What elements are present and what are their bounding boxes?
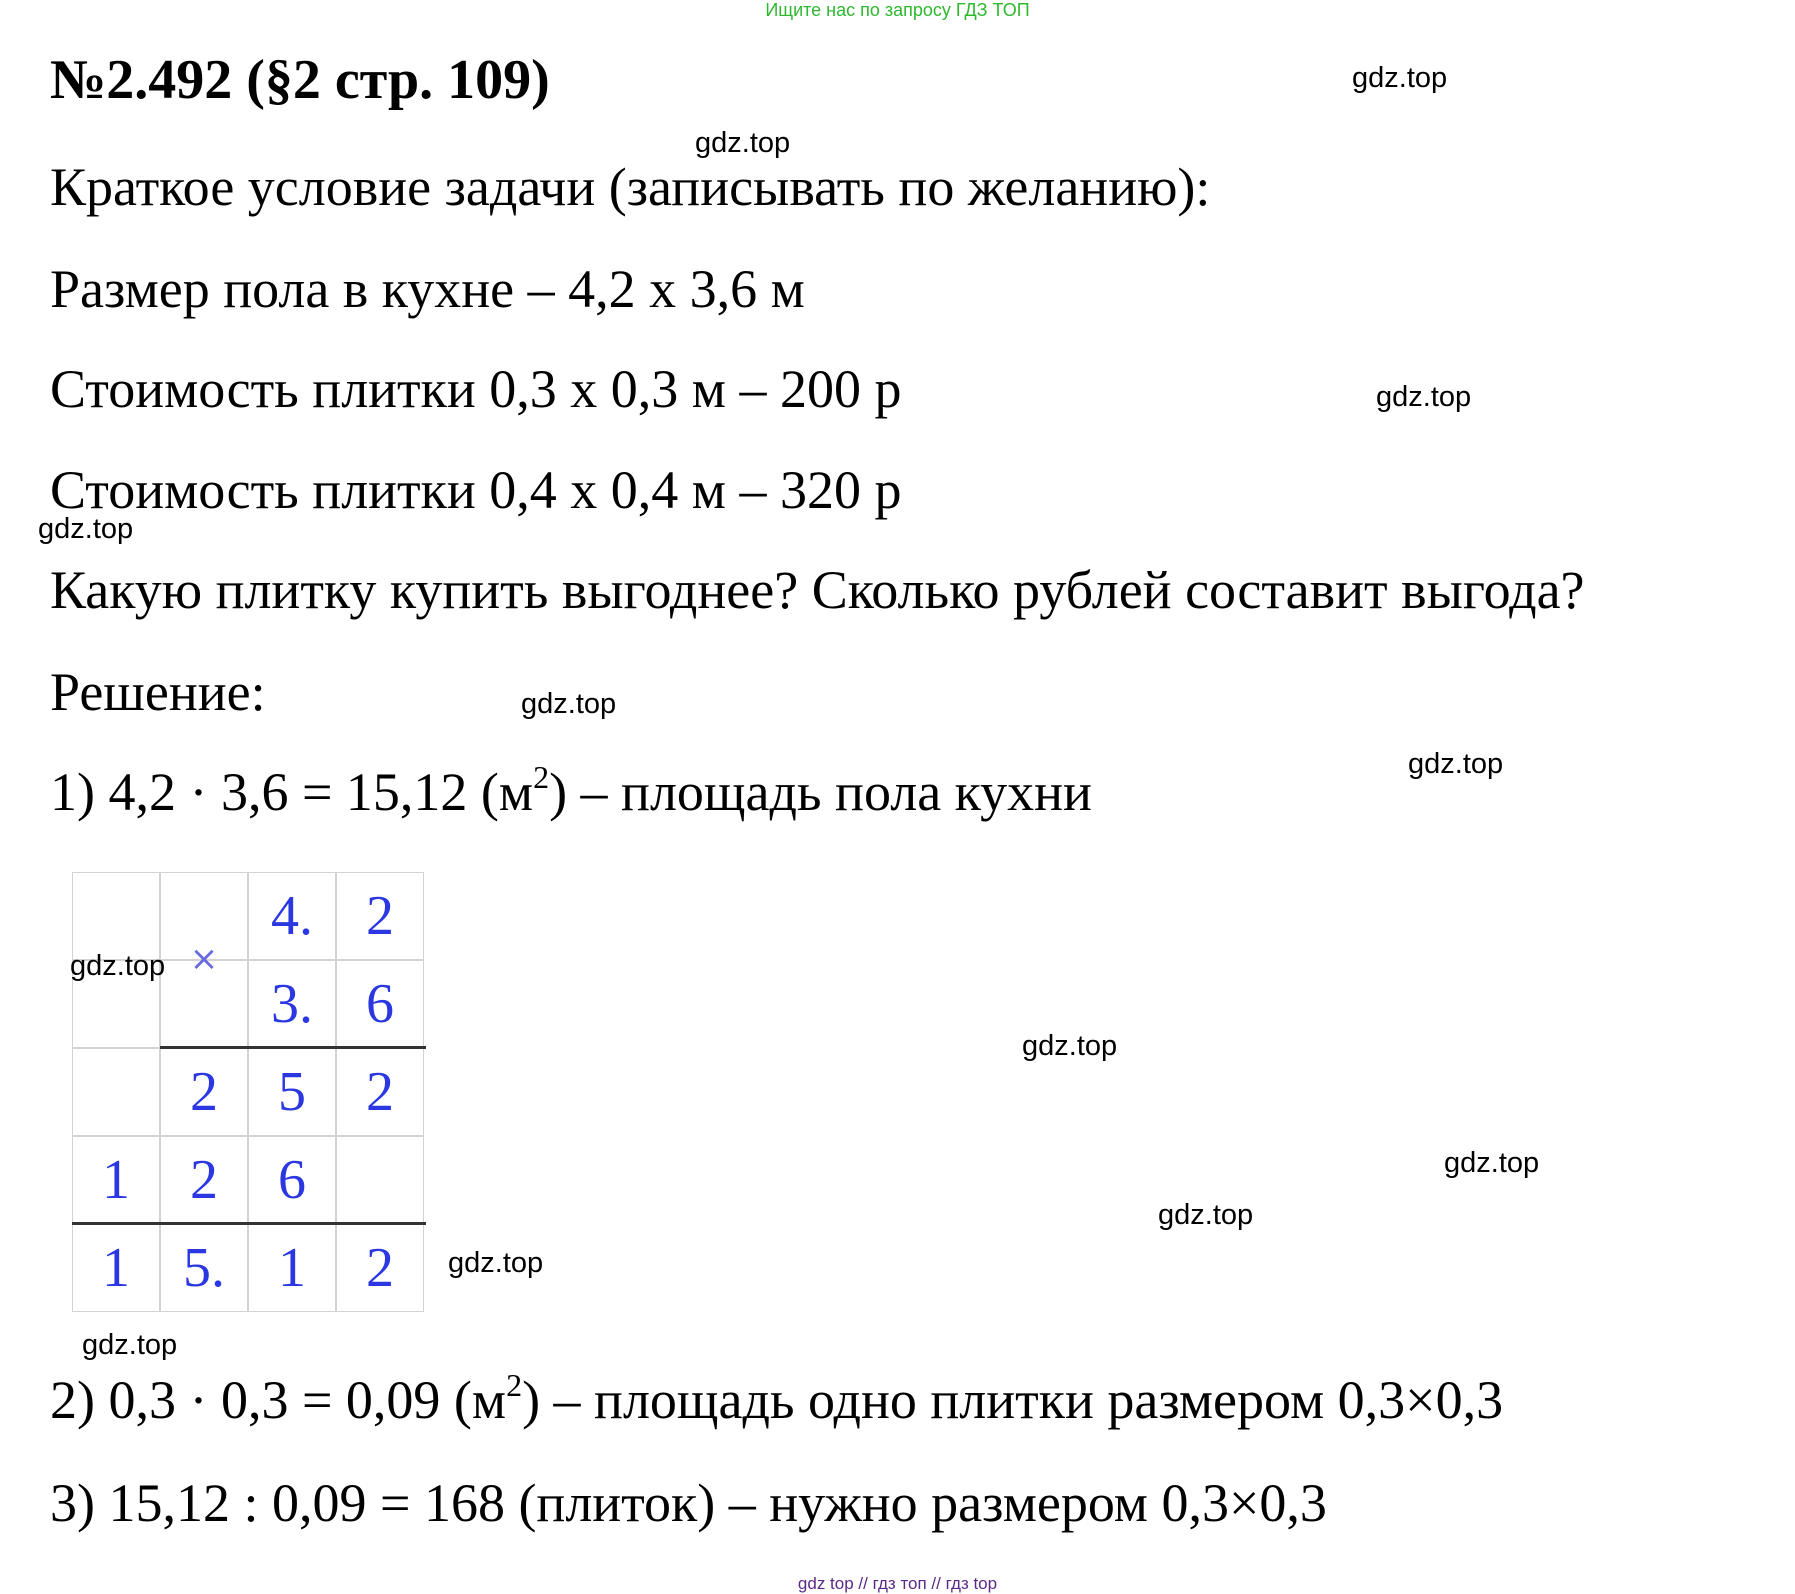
grid-cell (72, 872, 160, 960)
condition-question: Какую плитку купить выгоднее? Сколько рублей составит выгода? (50, 560, 1585, 620)
sum-divider-line (72, 1222, 426, 1225)
grid-cell: 1 (72, 1136, 160, 1224)
grid-cell: 2 (160, 1048, 248, 1136)
condition-heading: Краткое условие задачи (записывать по желанию): (50, 157, 1211, 217)
watermark: gdz.top (1022, 1030, 1118, 1062)
grid-cell: 2 (336, 872, 424, 960)
grid-cell: 2 (160, 1136, 248, 1224)
page-title: №2.492 (§2 стр. 109) (50, 49, 550, 111)
solution-step-1 (50, 759, 1092, 822)
condition-line-floor-size: Размер пола в кухне – 4,2 х 3,6 м (50, 259, 805, 319)
grid-cell: 1 (248, 1224, 336, 1312)
step-2-text-end: ) – площадь одно плитки размером 0,3×0,3 (522, 1370, 1504, 1430)
watermark: gdz.top (695, 127, 791, 159)
grid-cell (336, 1136, 424, 1224)
step-2-text: 2) 0,3 · 0,3 = 0,09 (м (50, 1370, 507, 1430)
multiplication-grid (72, 872, 426, 1312)
step-1-text-end: ) – площадь пола кухни (549, 762, 1092, 822)
step-1-superscript: 2 (533, 759, 550, 795)
condition-line-tile-small: Стоимость плитки 0,3 х 0,3 м – 200 р (50, 359, 902, 419)
product-divider-line (160, 1046, 426, 1049)
grid-cell: 2 (336, 1048, 424, 1136)
watermark: gdz.top (1444, 1147, 1540, 1179)
grid-cell: 1 (72, 1224, 160, 1312)
solution-step-3: 3) 15,12 : 0,09 = 168 (плиток) – нужно размером 0,3×0,3 (50, 1473, 1327, 1533)
grid-cell: 5 (248, 1048, 336, 1136)
grid-cell (72, 1048, 160, 1136)
watermark: gdz.top (1408, 748, 1504, 780)
solution-step-2 (50, 1367, 1504, 1430)
solution-heading: Решение: (50, 662, 266, 722)
watermark: gdz.top (448, 1247, 544, 1279)
grid-cell: 6 (336, 960, 424, 1048)
grid-cell: 3. (248, 960, 336, 1048)
bottom-banner: gdz top // гдз топ // гдз top (797, 1574, 998, 1593)
watermark: gdz.top (1352, 62, 1448, 94)
condition-line-tile-large: Стоимость плитки 0,4 х 0,4 м – 320 р (50, 460, 902, 520)
grid-cell: 5. (160, 1224, 248, 1312)
watermark: gdz.top (82, 1329, 178, 1361)
multiply-sign-icon: × (189, 939, 219, 979)
grid-cell: 2 (336, 1224, 424, 1312)
watermark: gdz.top (1376, 381, 1472, 413)
watermark: gdz.top (521, 688, 617, 720)
step-1-text: 1) 4,2 · 3,6 = 15,12 (м (50, 762, 534, 822)
top-banner: Ищите нас по запросу ГДЗ ТОП (765, 0, 1030, 20)
watermark: gdz.top (1158, 1199, 1254, 1231)
grid-cell: 6 (248, 1136, 336, 1224)
watermark: gdz.top (70, 950, 166, 982)
watermark: gdz.top (38, 513, 134, 545)
grid-cell: 4. (248, 872, 336, 960)
step-2-superscript: 2 (506, 1367, 523, 1403)
